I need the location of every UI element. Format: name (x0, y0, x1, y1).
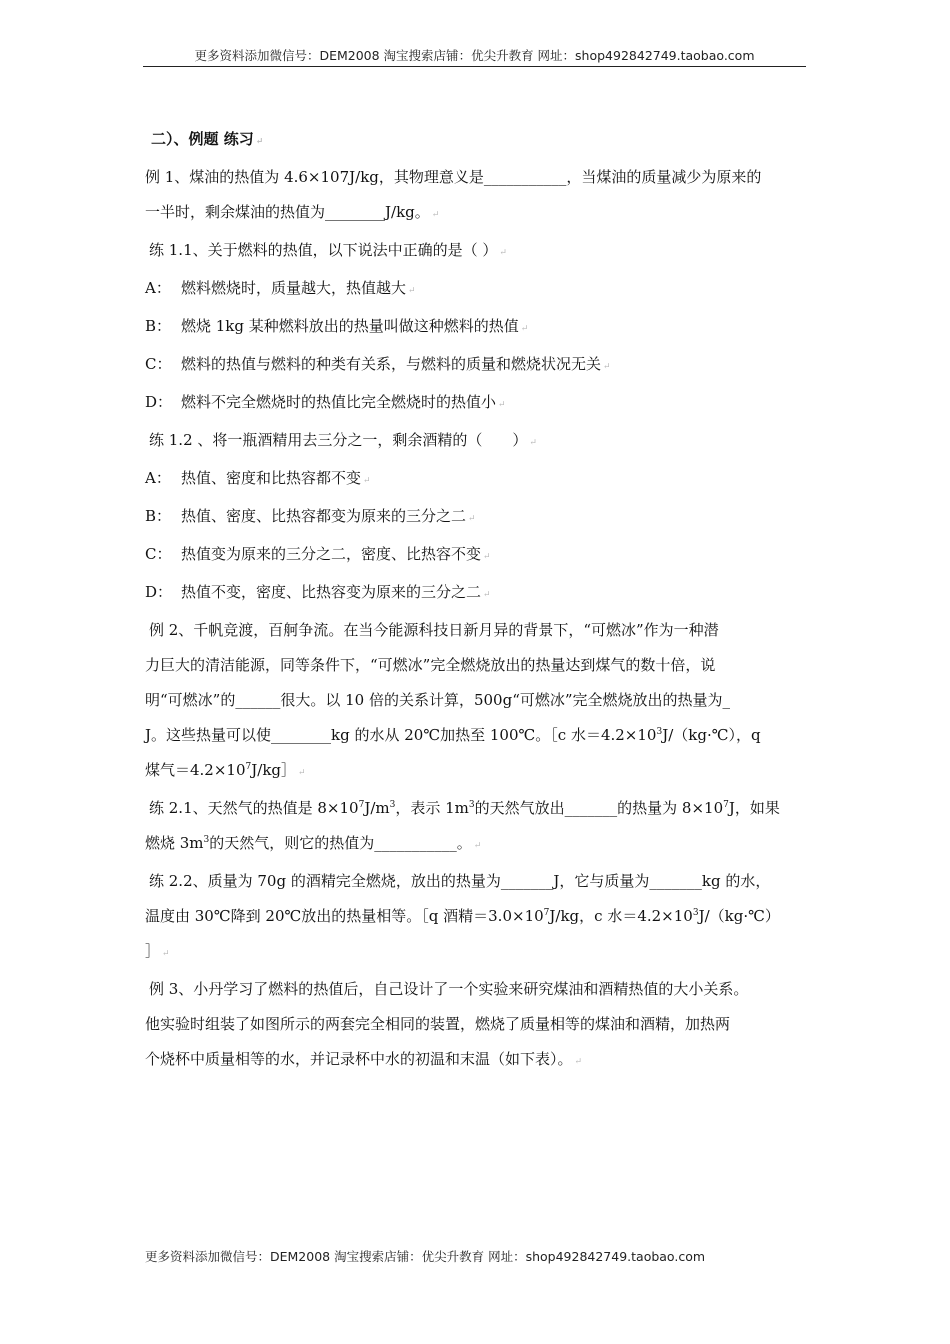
practice-1-2-option-c: C： 热值变为原来的三分之二，密度、比热容不变 ↵ (145, 545, 491, 563)
example-1-line-1: 例 1、煤油的热值为 4.6×107J/kg，其物理意义是___________，当煤油的质量减少为原来的 (145, 168, 762, 186)
page-footer (145, 1247, 705, 1265)
example-2-line-2: 力巨大的清洁能源，同等条件下，“可燃冰”完全燃烧放出的热量达到煤气的数十倍，说 (145, 656, 716, 674)
example-1-line-2: 一半时，剩余煤油的热值为________J/kg。 ↵ (145, 203, 440, 221)
example-2-line-3: 明“可燃冰”的______很大。以 10 倍的关系计算，500g“可燃冰”完全燃烧放出的热量为_ (145, 691, 731, 709)
footer-text: 更多资料添加微信号：DEM2008 淘宝搜索店铺：优尖升教育 网址：shop492842749.taobao.com (145, 1249, 706, 1264)
practice-1-1-option-b: B： 燃烧 1kg 某种燃料放出的热量叫做这种燃料的热值 ↵ (145, 317, 529, 335)
practice-1-1-question: 练 1.1、关于燃料的热值，以下说法中正确的是（ ） ↵ (149, 241, 507, 259)
section-title: 二）、例题 练习 ↵ (151, 130, 264, 148)
practice-1-1-option-a: A： 燃料燃烧时，质量越大，热值越大 ↵ (145, 279, 416, 297)
practice-1-1-option-c: C： 燃料的热值与燃料的种类有关系，与燃料的质量和燃烧状况无关 ↵ (145, 355, 611, 373)
page-header (143, 46, 806, 67)
practice-2-2-line-1: 练 2.2、质量为 70g 的酒精完全燃烧，放出的热量为_______J，它与质量为_______kg 的水， (149, 872, 771, 890)
practice-1-2-option-a: A： 热值、密度和比热容都不变 ↵ (145, 469, 371, 487)
example-3-line-1: 例 3、小丹学习了燃料的热值后，自己设计了一个实验来研究煤油和酒精热值的大小关系。 (149, 980, 749, 998)
example-2-line-4: J。这些热量可以使________kg 的水从 20℃加热至 100℃。［c 水$=4.2\times 10^3J/(kg\cdot℃)$，q (145, 726, 761, 744)
practice-2-2-line-2: 温度由 30℃降到 20℃放出的热量相等。［q 酒精$=3.0\times 10^7J/kg$，c 水$=4.2\times 10^3J/(kg\cdot℃)$ (145, 907, 780, 925)
practice-1-2-question: 练 1.2 、将一瓶酒精用去三分之一，剩余酒精的（ ） ↵ (149, 431, 537, 449)
document-body (145, 122, 815, 1080)
practice-1-1-option-d: D： 燃料不完全燃烧时的热值比完全燃烧时的热值小 ↵ (145, 393, 506, 411)
practice-2-1-line-2: 燃烧 $3m^3$的天然气，则它的热值为___________。 ↵ (145, 834, 482, 852)
practice-2-1-line-1: 练 2.1、天然气的热值是 $8\times 10^7J/m^3$，表示 $1m^3$的天然气放出_______的热量为 $8\times 10^7J$，如果 (149, 799, 780, 817)
example-2-line-5: 煤气$=4.2\times 10^7J/kg]$ ↵ (145, 761, 306, 779)
practice-1-2-option-d: D： 热值不变，密度、比热容变为原来的三分之二 ↵ (145, 583, 491, 601)
practice-2-2-line-3: ］ ↵ (145, 942, 170, 960)
practice-1-2-option-b: B： 热值、密度、比热容都变为原来的三分之二 ↵ (145, 507, 476, 525)
example-3-line-3: 个烧杯中质量相等的水，并记录杯中水的初温和末温（如下表）。 ↵ (145, 1050, 583, 1068)
example-3-line-2: 他实验时组装了如图所示的两套完全相同的装置，燃烧了质量相等的煤油和酒精，加热两 (145, 1015, 731, 1033)
example-2-line-1: 例 2、千帆竞渡，百舸争流。在当今能源科技日新月异的背景下，“可燃冰”作为一种潜 (149, 621, 719, 639)
header-text: 更多资料添加微信号：DEM2008 淘宝搜索店铺：优尖升教育 网址：shop492842749.taobao.com (194, 48, 755, 63)
